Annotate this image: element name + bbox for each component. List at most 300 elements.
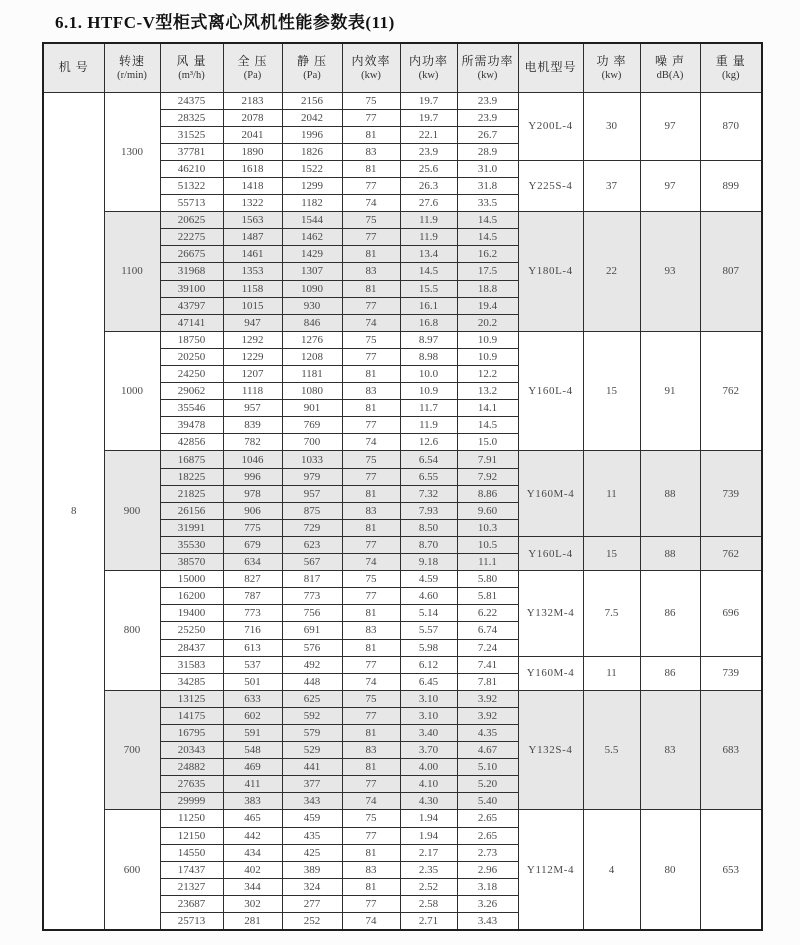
data-cell-required-power: 7.92 (457, 468, 518, 485)
col-header-unit: (kw) (361, 69, 381, 81)
data-cell-internal-power: 3.10 (400, 707, 457, 724)
data-cell-required-power: 5.20 (457, 776, 518, 793)
data-cell-static-pressure: 1080 (282, 383, 342, 400)
data-cell-static-pressure: 691 (282, 622, 342, 639)
data-cell-total-pressure: 716 (223, 622, 282, 639)
data-cell-efficiency: 74 (342, 793, 400, 810)
data-cell-total-pressure: 302 (223, 895, 282, 912)
data-cell-internal-power: 2.17 (400, 844, 457, 861)
data-cell-total-pressure: 775 (223, 519, 282, 536)
data-cell-efficiency: 74 (342, 913, 400, 930)
data-cell-total-pressure: 602 (223, 707, 282, 724)
data-cell-efficiency: 77 (342, 707, 400, 724)
data-cell-efficiency: 77 (342, 297, 400, 314)
data-cell-static-pressure: 1276 (282, 331, 342, 348)
data-cell-efficiency: 75 (342, 92, 400, 109)
data-cell-airflow: 13125 (160, 690, 223, 707)
data-cell-static-pressure: 1826 (282, 143, 342, 160)
data-cell-required-power: 14.1 (457, 400, 518, 417)
data-cell-internal-power: 11.9 (400, 417, 457, 434)
data-cell-airflow: 21327 (160, 878, 223, 895)
data-cell-airflow: 29999 (160, 793, 223, 810)
data-cell-total-pressure: 906 (223, 502, 282, 519)
data-cell-total-pressure: 465 (223, 810, 282, 827)
data-cell-airflow: 37781 (160, 143, 223, 160)
data-cell-internal-power: 13.4 (400, 246, 457, 263)
motor-power-cell: 11 (583, 656, 640, 690)
motor-power-cell: 5.5 (583, 690, 640, 810)
table-row (43, 92, 762, 109)
data-cell-required-power: 31.8 (457, 177, 518, 194)
col-header-unit: (kw) (601, 69, 622, 81)
data-cell-total-pressure: 1487 (223, 229, 282, 246)
data-cell-static-pressure: 1090 (282, 280, 342, 297)
data-cell-internal-power: 4.00 (400, 759, 457, 776)
data-cell-required-power: 18.8 (457, 280, 518, 297)
data-cell-efficiency: 81 (342, 246, 400, 263)
data-cell-total-pressure: 1158 (223, 280, 282, 297)
data-cell-internal-power: 7.32 (400, 485, 457, 502)
data-cell-internal-power: 11.9 (400, 212, 457, 229)
col-header-1 (104, 43, 160, 92)
data-cell-efficiency: 75 (342, 810, 400, 827)
data-cell-total-pressure: 2041 (223, 126, 282, 143)
data-cell-total-pressure: 827 (223, 571, 282, 588)
data-cell-total-pressure: 1353 (223, 263, 282, 280)
data-cell-total-pressure: 1322 (223, 195, 282, 212)
data-cell-efficiency: 77 (342, 656, 400, 673)
data-cell-static-pressure: 1208 (282, 348, 342, 365)
data-cell-required-power: 16.2 (457, 246, 518, 263)
data-cell-required-power: 8.86 (457, 485, 518, 502)
motor-power-cell: 15 (583, 536, 640, 570)
weight-cell: 739 (700, 451, 762, 536)
col-header-unit: (kw) (477, 69, 498, 81)
data-cell-static-pressure: 930 (282, 297, 342, 314)
weight-cell: 696 (700, 571, 762, 656)
data-cell-required-power: 6.22 (457, 605, 518, 622)
table-row (43, 571, 762, 588)
data-cell-total-pressure: 773 (223, 605, 282, 622)
data-cell-internal-power: 5.57 (400, 622, 457, 639)
weight-cell: 653 (700, 810, 762, 930)
data-cell-required-power: 12.2 (457, 366, 518, 383)
data-cell-efficiency: 77 (342, 536, 400, 553)
data-cell-static-pressure: 1307 (282, 263, 342, 280)
data-cell-efficiency: 75 (342, 571, 400, 588)
data-cell-required-power: 14.5 (457, 212, 518, 229)
col-header-name: 机 号 (58, 60, 89, 75)
data-cell-efficiency: 81 (342, 519, 400, 536)
motor-model-cell: Y132S-4 (518, 690, 583, 810)
table-row (43, 451, 762, 468)
data-cell-total-pressure: 411 (223, 776, 282, 793)
data-cell-required-power: 4.67 (457, 742, 518, 759)
col-header-unit: (Pa) (303, 69, 321, 81)
data-cell-static-pressure: 1429 (282, 246, 342, 263)
speed-cell: 1100 (104, 212, 160, 332)
col-header-unit: (r/min) (117, 69, 147, 81)
data-cell-required-power: 2.73 (457, 844, 518, 861)
data-cell-total-pressure: 613 (223, 639, 282, 656)
data-cell-efficiency: 77 (342, 348, 400, 365)
data-cell-static-pressure: 567 (282, 554, 342, 571)
motor-model-cell: Y200L-4 (518, 92, 583, 160)
data-cell-efficiency: 74 (342, 434, 400, 451)
data-cell-static-pressure: 324 (282, 878, 342, 895)
data-cell-required-power: 20.2 (457, 314, 518, 331)
speed-cell: 900 (104, 451, 160, 571)
data-cell-static-pressure: 700 (282, 434, 342, 451)
table-row (43, 331, 762, 348)
data-cell-efficiency: 81 (342, 366, 400, 383)
data-cell-internal-power: 27.6 (400, 195, 457, 212)
data-cell-airflow: 51322 (160, 177, 223, 194)
motor-model-cell: Y112M-4 (518, 810, 583, 930)
data-cell-internal-power: 1.94 (400, 827, 457, 844)
data-cell-total-pressure: 591 (223, 724, 282, 741)
col-header-unit: (Pa) (243, 69, 262, 81)
data-cell-static-pressure: 1182 (282, 195, 342, 212)
data-cell-static-pressure: 448 (282, 673, 342, 690)
data-cell-internal-power: 2.58 (400, 895, 457, 912)
speed-cell: 800 (104, 571, 160, 691)
col-header-name: 内效率 (351, 53, 391, 68)
data-cell-internal-power: 6.45 (400, 673, 457, 690)
data-cell-static-pressure: 459 (282, 810, 342, 827)
data-cell-airflow: 24250 (160, 366, 223, 383)
data-cell-airflow: 28437 (160, 639, 223, 656)
data-cell-efficiency: 81 (342, 878, 400, 895)
col-header-unit: (m³/h) (178, 69, 205, 81)
data-cell-airflow: 25250 (160, 622, 223, 639)
data-cell-airflow: 14550 (160, 844, 223, 861)
data-cell-total-pressure: 839 (223, 417, 282, 434)
data-cell-required-power: 2.65 (457, 810, 518, 827)
data-cell-static-pressure: 2156 (282, 92, 342, 109)
data-cell-total-pressure: 442 (223, 827, 282, 844)
col-header-name: 电机型号 (524, 60, 577, 75)
table-row (43, 212, 762, 229)
data-cell-airflow: 27635 (160, 776, 223, 793)
data-cell-required-power: 2.96 (457, 861, 518, 878)
data-cell-airflow: 34285 (160, 673, 223, 690)
data-cell-efficiency: 81 (342, 280, 400, 297)
data-cell-total-pressure: 434 (223, 844, 282, 861)
data-cell-efficiency: 74 (342, 673, 400, 690)
table-head-row (43, 43, 762, 92)
data-cell-internal-power: 3.10 (400, 690, 457, 707)
noise-level-cell: 97 (640, 160, 700, 211)
data-cell-internal-power: 16.1 (400, 297, 457, 314)
data-cell-total-pressure: 344 (223, 878, 282, 895)
data-cell-required-power: 19.4 (457, 297, 518, 314)
col-header-4 (282, 43, 342, 92)
data-cell-static-pressure: 576 (282, 639, 342, 656)
data-cell-total-pressure: 1207 (223, 366, 282, 383)
data-cell-internal-power: 16.8 (400, 314, 457, 331)
data-cell-internal-power: 8.70 (400, 536, 457, 553)
data-cell-internal-power: 22.1 (400, 126, 457, 143)
data-cell-required-power: 17.5 (457, 263, 518, 280)
data-cell-total-pressure: 1046 (223, 451, 282, 468)
data-cell-required-power: 9.60 (457, 502, 518, 519)
data-cell-airflow: 26156 (160, 502, 223, 519)
data-cell-required-power: 31.0 (457, 160, 518, 177)
data-cell-static-pressure: 277 (282, 895, 342, 912)
data-cell-required-power: 7.41 (457, 656, 518, 673)
data-cell-required-power: 5.81 (457, 588, 518, 605)
data-cell-airflow: 29062 (160, 383, 223, 400)
data-cell-airflow: 21825 (160, 485, 223, 502)
data-cell-airflow: 20250 (160, 348, 223, 365)
data-cell-static-pressure: 846 (282, 314, 342, 331)
data-cell-static-pressure: 979 (282, 468, 342, 485)
data-cell-airflow: 17437 (160, 861, 223, 878)
data-cell-efficiency: 81 (342, 400, 400, 417)
data-cell-internal-power: 4.30 (400, 793, 457, 810)
data-cell-static-pressure: 1996 (282, 126, 342, 143)
motor-model-cell: Y180L-4 (518, 212, 583, 332)
data-cell-required-power: 5.10 (457, 759, 518, 776)
data-cell-efficiency: 77 (342, 827, 400, 844)
data-cell-efficiency: 83 (342, 143, 400, 160)
data-cell-required-power: 3.92 (457, 707, 518, 724)
data-cell-internal-power: 5.14 (400, 605, 457, 622)
motor-power-cell: 7.5 (583, 571, 640, 656)
data-cell-airflow: 47141 (160, 314, 223, 331)
data-cell-airflow: 55713 (160, 195, 223, 212)
data-cell-internal-power: 9.18 (400, 554, 457, 571)
data-cell-total-pressure: 787 (223, 588, 282, 605)
data-cell-static-pressure: 1544 (282, 212, 342, 229)
col-header-11 (700, 43, 762, 92)
weight-cell: 683 (700, 690, 762, 810)
data-cell-static-pressure: 625 (282, 690, 342, 707)
weight-cell: 762 (700, 331, 762, 451)
data-cell-internal-power: 11.7 (400, 400, 457, 417)
data-cell-airflow: 14175 (160, 707, 223, 724)
data-cell-static-pressure: 1522 (282, 160, 342, 177)
data-cell-internal-power: 12.6 (400, 434, 457, 451)
data-cell-static-pressure: 1299 (282, 177, 342, 194)
data-cell-airflow: 16875 (160, 451, 223, 468)
data-cell-efficiency: 81 (342, 639, 400, 656)
table-row (43, 690, 762, 707)
data-cell-required-power: 10.9 (457, 348, 518, 365)
table-body (43, 92, 762, 930)
data-cell-efficiency: 81 (342, 759, 400, 776)
weight-cell: 870 (700, 92, 762, 160)
data-cell-internal-power: 2.35 (400, 861, 457, 878)
data-cell-airflow: 31968 (160, 263, 223, 280)
data-cell-required-power: 10.3 (457, 519, 518, 536)
data-cell-static-pressure: 817 (282, 571, 342, 588)
data-cell-efficiency: 75 (342, 212, 400, 229)
data-cell-efficiency: 77 (342, 229, 400, 246)
data-cell-required-power: 26.7 (457, 126, 518, 143)
data-cell-airflow: 42856 (160, 434, 223, 451)
data-cell-required-power: 10.9 (457, 331, 518, 348)
data-cell-efficiency: 77 (342, 109, 400, 126)
data-cell-efficiency: 81 (342, 605, 400, 622)
data-cell-required-power: 2.65 (457, 827, 518, 844)
data-cell-airflow: 19400 (160, 605, 223, 622)
col-header-9 (583, 43, 640, 92)
data-cell-airflow: 35546 (160, 400, 223, 417)
data-cell-internal-power: 3.40 (400, 724, 457, 741)
data-cell-airflow: 15000 (160, 571, 223, 588)
data-cell-static-pressure: 389 (282, 861, 342, 878)
data-cell-total-pressure: 469 (223, 759, 282, 776)
data-cell-required-power: 28.9 (457, 143, 518, 160)
table-row (43, 810, 762, 827)
data-cell-efficiency: 77 (342, 895, 400, 912)
data-cell-static-pressure: 592 (282, 707, 342, 724)
data-cell-total-pressure: 1461 (223, 246, 282, 263)
data-cell-airflow: 20625 (160, 212, 223, 229)
data-cell-total-pressure: 1890 (223, 143, 282, 160)
data-cell-airflow: 28325 (160, 109, 223, 126)
data-cell-total-pressure: 1292 (223, 331, 282, 348)
data-cell-required-power: 13.2 (457, 383, 518, 400)
motor-power-cell: 37 (583, 160, 640, 211)
data-cell-efficiency: 77 (342, 417, 400, 434)
data-cell-airflow: 11250 (160, 810, 223, 827)
motor-power-cell: 30 (583, 92, 640, 160)
data-cell-internal-power: 6.54 (400, 451, 457, 468)
data-cell-efficiency: 75 (342, 451, 400, 468)
data-cell-required-power: 33.5 (457, 195, 518, 212)
col-header-name: 所需功率 (461, 53, 514, 68)
speed-cell: 1300 (104, 92, 160, 212)
motor-model-cell: Y225S-4 (518, 160, 583, 211)
data-cell-required-power: 14.5 (457, 417, 518, 434)
weight-cell: 762 (700, 536, 762, 570)
machine-number-cell: 8 (43, 92, 104, 930)
data-cell-static-pressure: 1181 (282, 366, 342, 383)
data-cell-efficiency: 74 (342, 195, 400, 212)
data-cell-total-pressure: 634 (223, 554, 282, 571)
data-cell-static-pressure: 492 (282, 656, 342, 673)
data-cell-static-pressure: 2042 (282, 109, 342, 126)
data-cell-required-power: 3.26 (457, 895, 518, 912)
data-cell-efficiency: 74 (342, 314, 400, 331)
data-cell-airflow: 31525 (160, 126, 223, 143)
data-cell-internal-power: 14.5 (400, 263, 457, 280)
data-cell-total-pressure: 1229 (223, 348, 282, 365)
data-cell-airflow: 39100 (160, 280, 223, 297)
data-cell-internal-power: 8.98 (400, 348, 457, 365)
col-header-0 (43, 43, 104, 92)
data-cell-total-pressure: 978 (223, 485, 282, 502)
motor-model-cell: Y160M-4 (518, 656, 583, 690)
data-cell-static-pressure: 623 (282, 536, 342, 553)
data-cell-total-pressure: 1618 (223, 160, 282, 177)
data-cell-efficiency: 83 (342, 502, 400, 519)
data-cell-airflow: 20343 (160, 742, 223, 759)
col-header-unit: (kw) (418, 69, 439, 81)
motor-power-cell: 22 (583, 212, 640, 332)
col-header-name: 静 压 (296, 53, 327, 68)
data-cell-static-pressure: 377 (282, 776, 342, 793)
data-cell-required-power: 14.5 (457, 229, 518, 246)
data-cell-airflow: 35530 (160, 536, 223, 553)
data-cell-airflow: 18750 (160, 331, 223, 348)
data-cell-internal-power: 6.12 (400, 656, 457, 673)
data-cell-static-pressure: 756 (282, 605, 342, 622)
data-cell-required-power: 23.9 (457, 109, 518, 126)
motor-power-cell: 15 (583, 331, 640, 451)
weight-cell: 739 (700, 656, 762, 690)
data-cell-airflow: 46210 (160, 160, 223, 177)
speed-cell: 700 (104, 690, 160, 810)
data-cell-internal-power: 3.70 (400, 742, 457, 759)
data-cell-efficiency: 83 (342, 383, 400, 400)
data-cell-total-pressure: 1015 (223, 297, 282, 314)
data-cell-static-pressure: 435 (282, 827, 342, 844)
data-cell-total-pressure: 633 (223, 690, 282, 707)
speed-cell: 1000 (104, 331, 160, 451)
col-header-5 (342, 43, 400, 92)
col-header-name: 内功率 (408, 53, 448, 68)
col-header-unit: (kg) (722, 69, 740, 81)
data-cell-total-pressure: 996 (223, 468, 282, 485)
noise-level-cell: 91 (640, 331, 700, 451)
col-header-name: 重 量 (715, 53, 746, 68)
data-cell-internal-power: 7.93 (400, 502, 457, 519)
col-header-name: 功 率 (596, 53, 627, 68)
data-cell-internal-power: 23.9 (400, 143, 457, 160)
noise-level-cell: 86 (640, 571, 700, 656)
data-cell-total-pressure: 947 (223, 314, 282, 331)
performance-table (42, 42, 763, 931)
data-cell-static-pressure: 252 (282, 913, 342, 930)
data-cell-static-pressure: 1462 (282, 229, 342, 246)
col-header-8 (518, 43, 583, 92)
col-header-name: 风 量 (176, 53, 207, 68)
noise-level-cell: 88 (640, 451, 700, 536)
data-cell-efficiency: 75 (342, 331, 400, 348)
data-cell-internal-power: 8.50 (400, 519, 457, 536)
data-cell-internal-power: 10.9 (400, 383, 457, 400)
data-cell-efficiency: 74 (342, 554, 400, 571)
data-cell-internal-power: 4.60 (400, 588, 457, 605)
data-cell-required-power: 5.80 (457, 571, 518, 588)
data-cell-efficiency: 81 (342, 485, 400, 502)
data-cell-airflow: 39478 (160, 417, 223, 434)
data-cell-airflow: 25713 (160, 913, 223, 930)
data-cell-airflow: 31583 (160, 656, 223, 673)
col-header-7 (457, 43, 518, 92)
data-cell-total-pressure: 1563 (223, 212, 282, 229)
noise-level-cell: 97 (640, 92, 700, 160)
data-cell-airflow: 16200 (160, 588, 223, 605)
data-cell-efficiency: 83 (342, 861, 400, 878)
data-cell-airflow: 38570 (160, 554, 223, 571)
col-header-3 (223, 43, 282, 92)
data-cell-efficiency: 83 (342, 263, 400, 280)
data-cell-internal-power: 1.94 (400, 810, 457, 827)
data-cell-airflow: 16795 (160, 724, 223, 741)
data-cell-required-power: 4.35 (457, 724, 518, 741)
noise-level-cell: 83 (640, 690, 700, 810)
motor-model-cell: Y160L-4 (518, 536, 583, 570)
data-cell-internal-power: 6.55 (400, 468, 457, 485)
data-cell-static-pressure: 441 (282, 759, 342, 776)
data-cell-airflow: 43797 (160, 297, 223, 314)
noise-level-cell: 80 (640, 810, 700, 930)
